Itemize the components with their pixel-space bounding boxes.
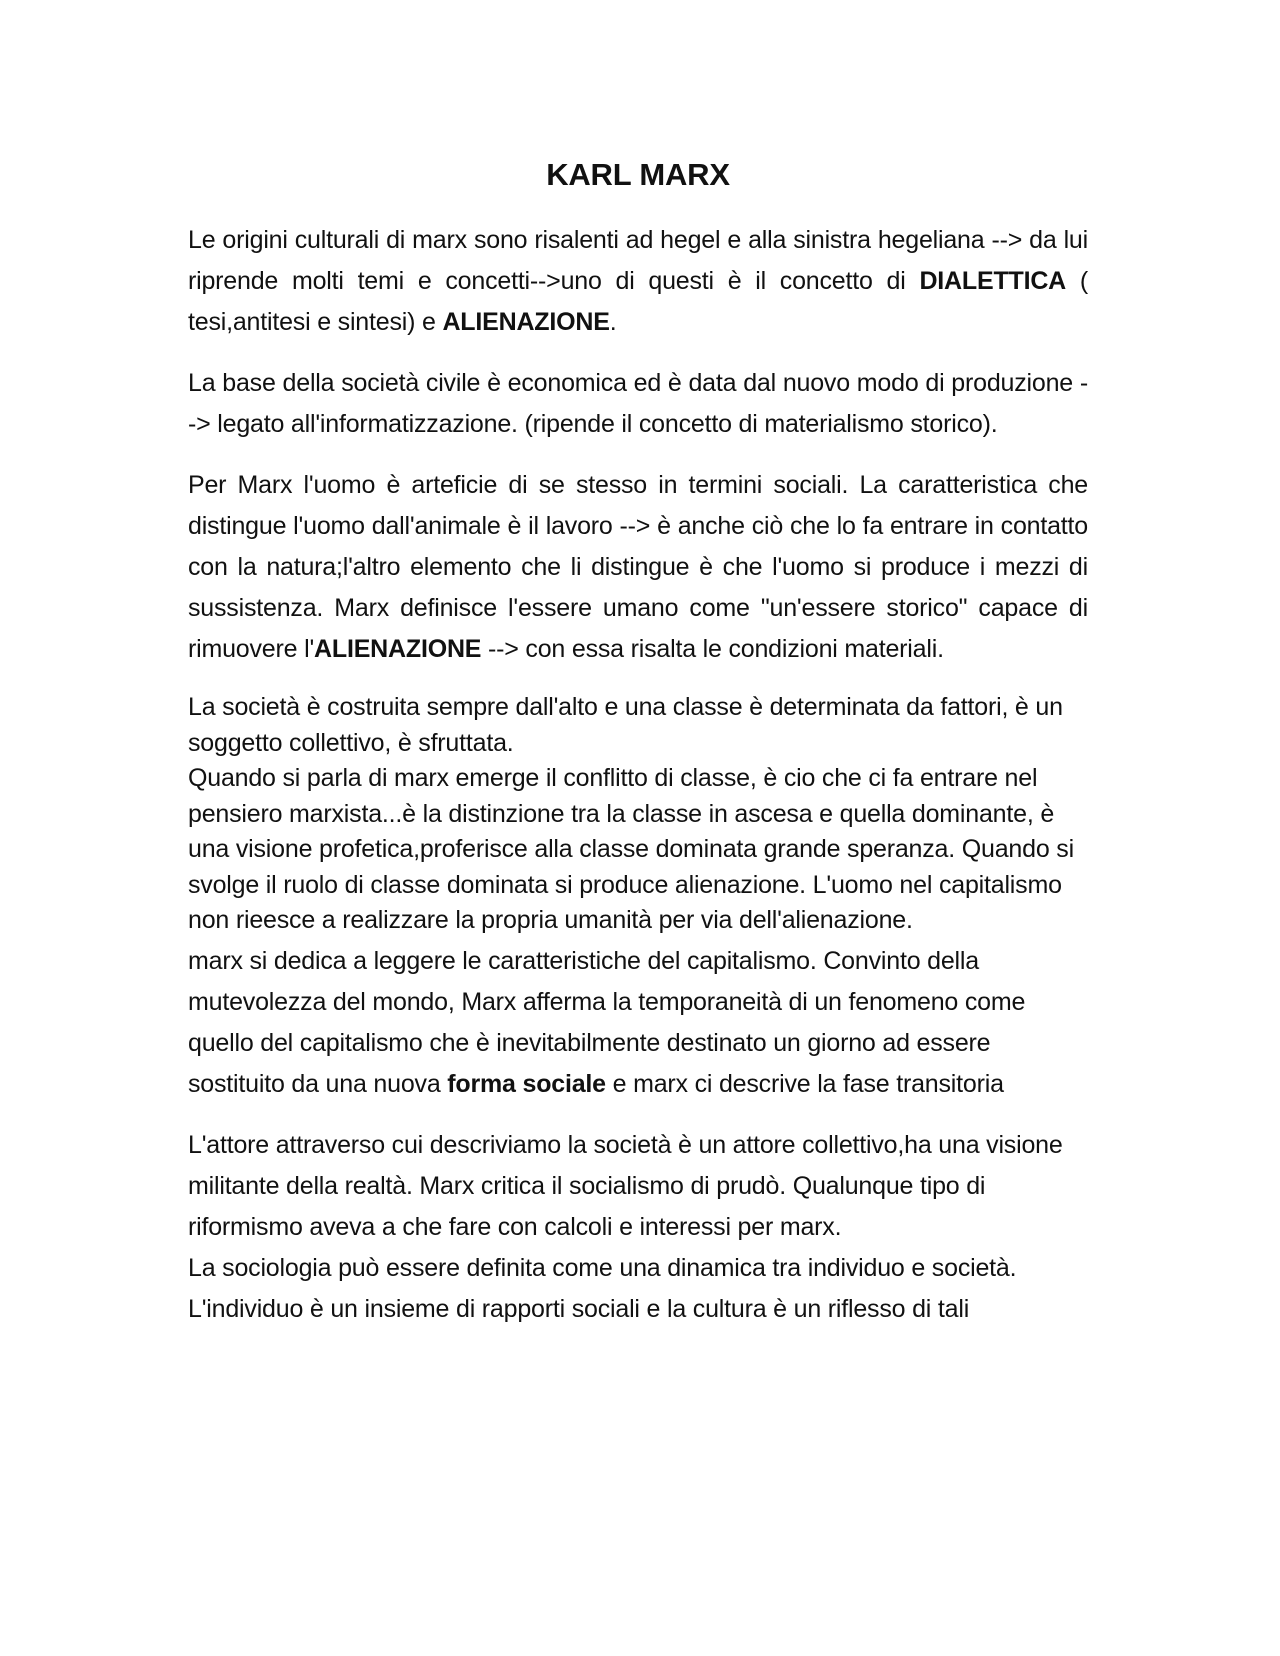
paragraph-3 [188, 465, 1088, 670]
document-title: KARL MARX [546, 157, 730, 192]
paragraph-1-text-d: . [609, 308, 617, 336]
forma-sociale-term: forma sociale [447, 1069, 606, 1098]
paragraph-6 [188, 941, 1088, 1105]
paragraph-3-text-a: Per Marx l'uomo è arteficie di se stesso in termini sociali. La caratteristica che distingue l'uomo dall'animale è il lavoro --> è anche ciò che lo fa entrare in contatto con la natura;l'altro elemento che li distingue è che l'uomo si produce i mezzi di sussistenza. Marx definisce l'essere umano come "un'essere storico" capace di rimuovere l' [188, 471, 1088, 663]
paragraph-4: La società è costruita sempre dall'alto e una classe è determinata da fattori, è un soggetto collettivo, è sfruttata. [188, 693, 1063, 757]
dialettica-term: DIALETTICA [919, 267, 1067, 295]
document-page [188, 150, 1088, 1350]
paragraph-8: La sociologia può essere definita come una dinamica tra individuo e società. L'individuo è un insieme di rapporti sociali e la cultura è un riflesso di tali [188, 1253, 1017, 1323]
paragraph-1-text-c: ( tesi,antitesi e sintesi) e [188, 267, 1089, 336]
paragraph-1 [188, 220, 1088, 343]
alienazione-term: ALIENAZIONE [442, 308, 610, 336]
paragraph-1-text-a: Le origini culturali di marx sono risalenti ad hegel e alla sinistra hegeliana --> da lui riprende molti temi e concetti-->uno di questi è il concetto di [188, 226, 1088, 295]
paragraph-3-text-c: --> con essa risalta le condizioni materiali. [481, 635, 944, 663]
paragraph-5: Quando si parla di marx emerge il conflitto di classe, è cio che ci fa entrare nel pensiero marxista...è la distinzione tra la classe in ascesa e quella dominante, è una visione profetica,proferisce alla classe dominata grande speranza. Quando si svolge il ruolo di classe dominata si produce alienazione. L'uomo nel capitalismo non rieesce a realizzare la propria umanità per via dell'alienazione. [188, 764, 1074, 934]
paragraph-6-text-c: e marx ci descrive la fase transitoria [605, 1069, 1004, 1098]
paragraph-7: L'attore attraverso cui descriviamo la società è un attore collettivo,ha una visione militante della realtà. Marx critica il socialismo di prudò. Qualunque tipo di riformismo aveva a che fare con calcoli e interessi per marx. [188, 1130, 1063, 1241]
alienazione-term-2: ALIENAZIONE [314, 635, 482, 663]
paragraph-6-text-a: marx si dedica a leggere le caratteristiche del capitalismo. Convinto della mutevolezza del mondo, Marx afferma la temporaneità di un fenomeno come quello del capitalismo che è inevitabilmente destinato un giorno ad essere sostituito da una nuova [188, 946, 1026, 1098]
paragraph-2: La base della società civile è economica ed è data dal nuovo modo di produzione --> legato all'informatizzazione. (ripende il concetto di materialismo storico). [188, 369, 1088, 438]
